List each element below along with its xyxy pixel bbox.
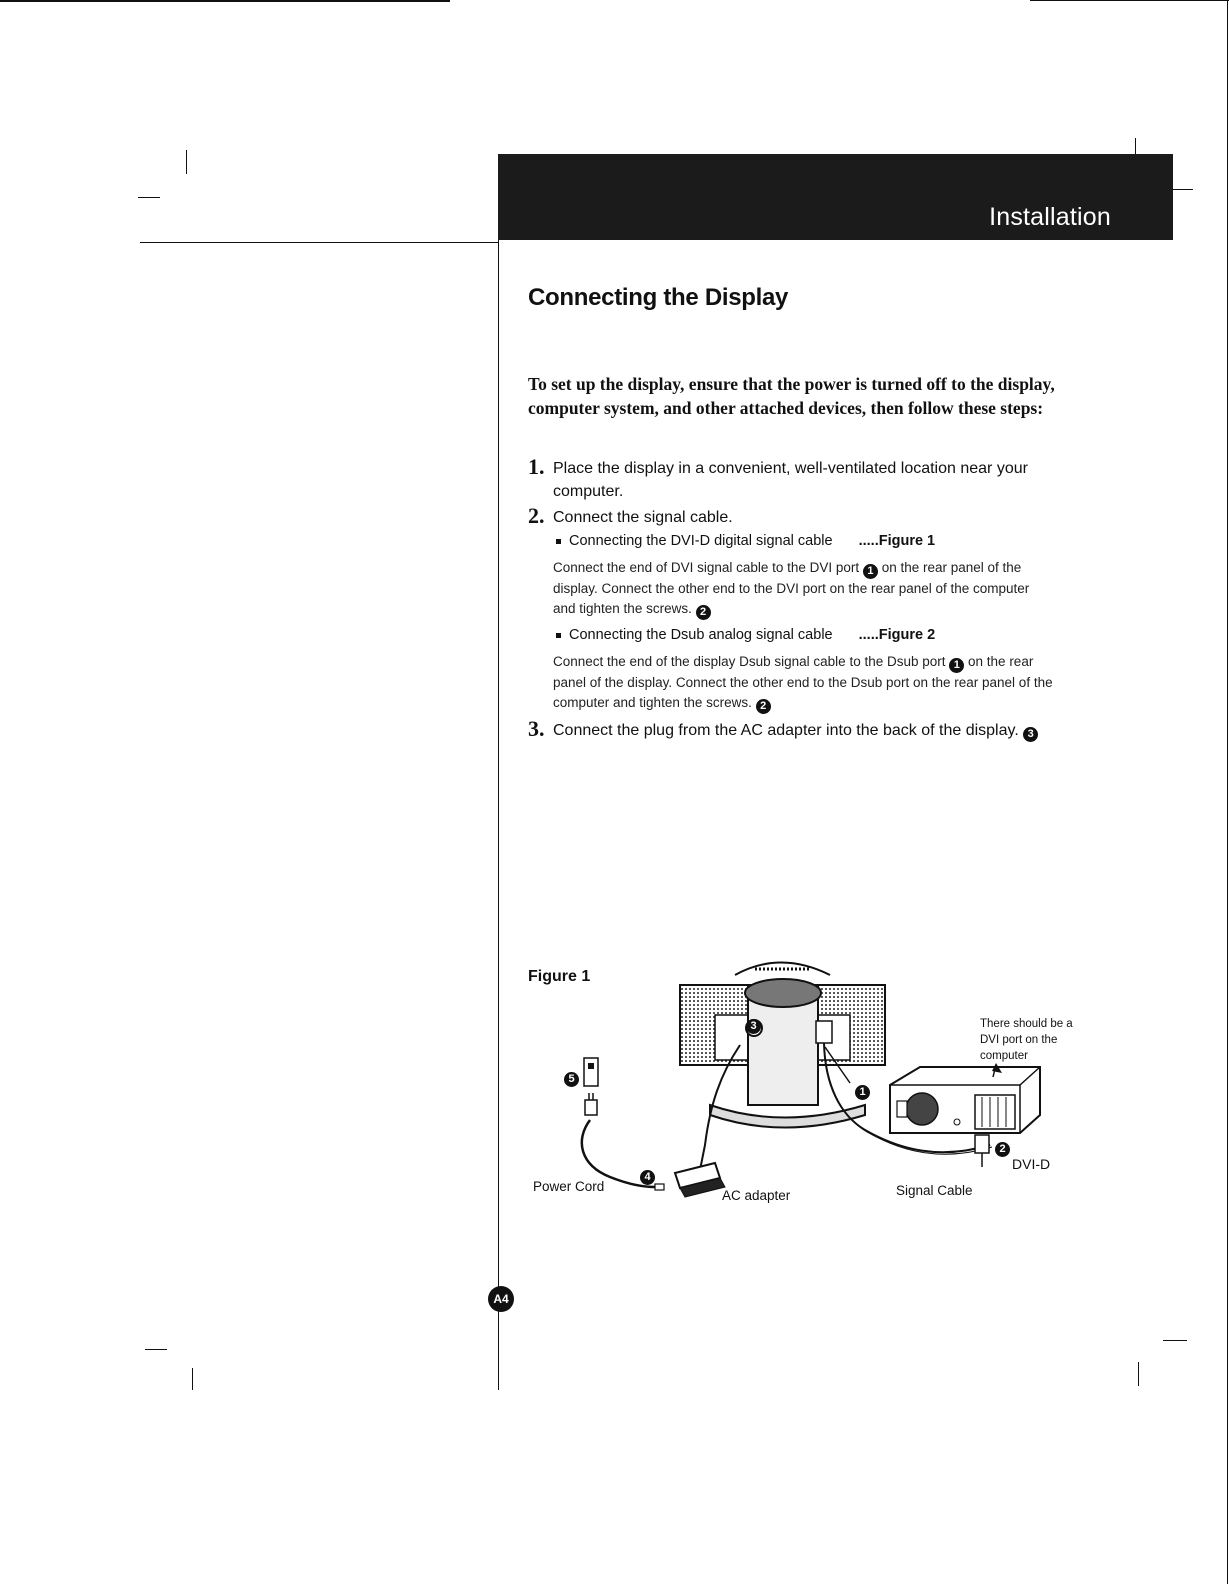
crop-mark	[140, 242, 498, 243]
page-number-badge: A4	[488, 1286, 514, 1312]
intro-paragraph: To set up the display, ensure that the power is turned off to the display, computer system, and other attached devices, then follow these steps:	[528, 374, 1055, 418]
step-number: 3.	[528, 716, 545, 741]
figure-reference: .....Figure 1	[858, 533, 936, 549]
crop-mark	[1163, 1340, 1187, 1341]
step-text: Connect the plug from the AC adapter into the back of the display.	[553, 722, 1019, 739]
marker-1-icon: 1	[855, 1085, 870, 1100]
figure-label: Figure 1	[528, 968, 591, 985]
step-number: 1.	[528, 454, 545, 479]
computer-icon	[890, 1063, 1040, 1153]
marker-1-icon: 1	[863, 564, 878, 579]
substep-title: Connecting the DVI-D digital signal cable	[569, 533, 833, 549]
step-text: Connect the signal cable.	[553, 509, 733, 526]
marker-1-icon: 1	[949, 658, 964, 673]
substep-dvi-heading	[556, 533, 935, 549]
marker-2-icon: 2	[995, 1142, 1010, 1157]
marker-3-icon: 3	[1023, 727, 1038, 742]
dvi-d-label: DVI-D	[1012, 1156, 1051, 1172]
substep-dvi-body	[553, 558, 1053, 620]
step-number: 2.	[528, 503, 545, 528]
power-plug-icon	[584, 1058, 598, 1115]
top-frame-line-right	[1030, 0, 1229, 1]
crop-mark	[192, 1368, 193, 1390]
marker-4-icon: 4	[640, 1170, 655, 1185]
computer-note: There should be a DVI port on the computer	[980, 1018, 1073, 1062]
bullet-icon	[556, 633, 561, 638]
step-3	[528, 716, 1068, 742]
ac-adapter-icon	[675, 1163, 725, 1197]
section-header-band	[498, 154, 1173, 240]
marker-5-icon: 5	[564, 1072, 579, 1087]
ac-adapter-label: AC adapter	[722, 1188, 791, 1203]
step-text: Place the display in a convenient, well-ventilated location near your computer.	[553, 460, 1028, 500]
crop-mark	[1135, 138, 1136, 154]
substep-text: Connect the end of the display Dsub signal cable to the Dsub port	[553, 654, 946, 669]
marker-2-icon: 2	[696, 605, 711, 620]
section-title: Installation	[989, 203, 1111, 231]
substep-dsub-body	[553, 652, 1053, 714]
substep-dsub-heading	[556, 627, 935, 643]
crop-mark	[186, 150, 187, 174]
right-frame-line	[1227, 0, 1228, 1584]
figure-reference: .....Figure 2	[858, 627, 936, 643]
marker-3-icon: 3	[746, 1019, 761, 1034]
connection-diagram	[520, 955, 1100, 1215]
content-divider	[498, 154, 499, 1390]
signal-cable-label: Signal Cable	[896, 1183, 973, 1198]
substep-text: Connect the end of DVI signal cable to the DVI port	[553, 560, 860, 575]
substep-text: on the rear panel of the display. Connect the other end to the Dsub port on the rear panel of the computer and tighten the screws.	[553, 654, 1053, 710]
power-cord-label: Power Cord	[533, 1179, 605, 1194]
crop-mark	[1138, 1362, 1139, 1386]
top-frame-line-left	[0, 0, 450, 2]
substep-title: Connecting the Dsub analog signal cable	[569, 627, 833, 643]
crop-mark	[1173, 189, 1193, 190]
crop-mark	[145, 1349, 167, 1350]
bullet-icon	[556, 539, 561, 544]
crop-mark	[138, 197, 160, 198]
step-1	[528, 454, 1058, 503]
step-2	[528, 503, 1058, 529]
page-heading: Connecting the Display	[528, 284, 789, 311]
marker-2-icon: 2	[756, 699, 771, 714]
substep-text: on the rear panel of the display. Connect the other end to the DVI port on the rear panel of the computer and tighten the screws.	[553, 560, 1030, 616]
monitor-rear	[680, 963, 885, 1128]
